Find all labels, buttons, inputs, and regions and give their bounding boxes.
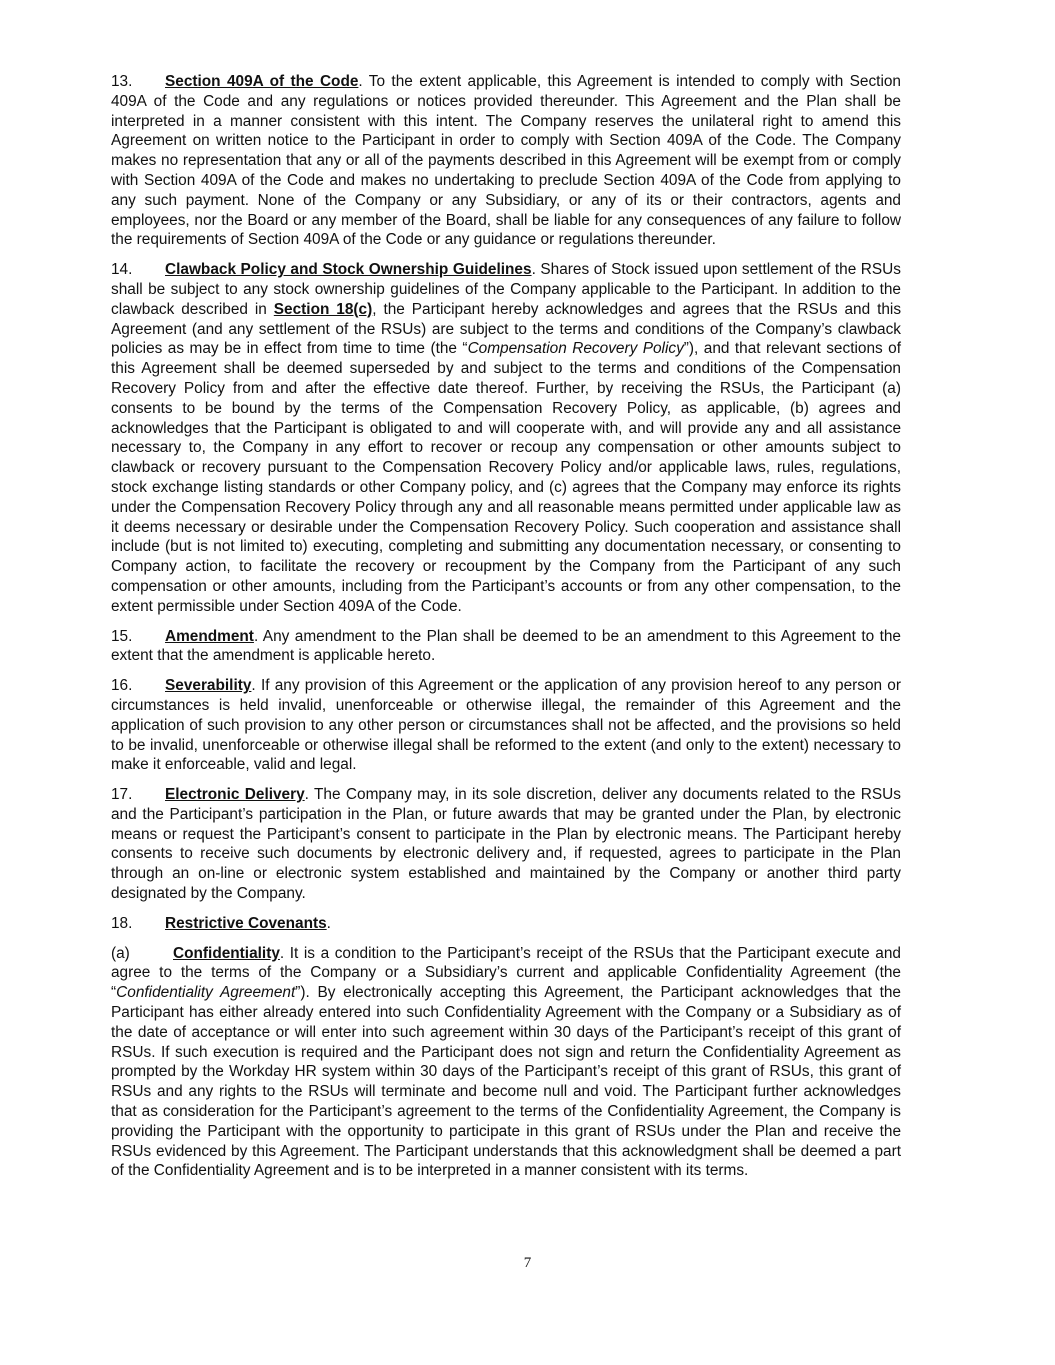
section-16 bbox=[111, 676, 901, 775]
section-15 bbox=[111, 627, 901, 667]
section-heading: Confidentiality bbox=[173, 944, 280, 962]
section-text: . If any provision of this Agreement or the application of any provision hereof to any person or circumstances is held invalid, unenforceable or otherwise illegal, the remainder of this Agreement and the application of such provision to any other person or circumstances shall not be affected, and the provisions so held to be invalid, unenforceable or otherwise illegal shall be reformed to the extent (and only to the extent) necessary to make it enforceable, valid and legal. bbox=[111, 677, 901, 774]
defined-term: Confidentiality Agreement bbox=[116, 984, 296, 1002]
section-heading: Clawback Policy and Stock Ownership Guidelines bbox=[165, 261, 532, 279]
section-17 bbox=[111, 785, 901, 904]
section-text: . Any amendment to the Plan shall be deemed to be an amendment to this Agreement to the extent that the amendment is applicable hereto. bbox=[111, 627, 901, 665]
section-number: 15. bbox=[111, 627, 133, 645]
section-heading: Electronic Delivery bbox=[165, 786, 305, 804]
section-text: . bbox=[326, 914, 331, 932]
section-text: . It is a condition to the Participant’s receipt of the RSUs that the Participant execute and agree to the terms of the Company or a Subsidiary’s current and applicable Confidentiality Agreement (the “ bbox=[111, 944, 901, 1002]
document-body bbox=[111, 72, 901, 1191]
section-14 bbox=[111, 260, 901, 616]
section-number: 17. bbox=[111, 786, 133, 804]
section-number: 18. bbox=[111, 914, 133, 932]
section-heading: Severability bbox=[165, 677, 252, 695]
section-text: . To the extent applicable, this Agreement is intended to comply with Section 409A of the Code and any regulations or notices provided thereunder. This Agreement and the Plan shall be interpreted in a manner consistent with this intent. The Company reserves the unilateral right to amend this Agreement on written notice to the Participant in order to comply with Section 409A of the Code. The Company makes no representation that any or all of the payments described in this Agreement will be exempt from or comply with Section 409A of the Code and makes no undertaking to preclude Section 409A of the Code from applying to any such payment. None of the Company or any Subsidiary, or any of its or their contractors, agents and employees, nor the Board or any member of the Board, shall be liable for any consequences of any failure to follow the requirements of Section 409A of the Code or any guidance or regulations thereunder. bbox=[111, 73, 901, 249]
section-number: 14. bbox=[111, 261, 133, 279]
page-number: 7 bbox=[523, 1255, 532, 1271]
section-text: ”). By electronically accepting this Agreement, the Participant acknowledges that the Participant has either already entered into such Confidentiality Agreement with the Company or a Subsidiary as of the date of acceptance or will enter into such agreement within 30 days of the Participant’s receipt of this grant of RSUs. If such execution is required and the Participant does not sign and return the Confidentiality Agreement as prompted by the Workday HR system within 30 days of the Participant’s receipt of this grant of RSUs, this grant of RSUs and any rights to the RSUs will terminate and become null and void. The Participant further acknowledges that as consideration for the Participant’s agreement to the terms of the Confidentiality Agreement, the Company is providing the Participant with the opportunity to participate in this grant of RSUs under the Plan and receive the RSUs evidenced by this Agreement. The Participant understands that this acknowledgment shall be deemed a part of the Confidentiality Agreement and is to be interpreted in a manner consistent with its terms. bbox=[111, 984, 901, 1180]
subsection-number: (a) bbox=[111, 944, 130, 962]
defined-term: Compensation Recovery Policy bbox=[467, 340, 684, 358]
section-heading: Restrictive Covenants bbox=[165, 914, 327, 932]
section-text: . The Company may, in its sole discretion, deliver any documents related to the RSUs and the Participant’s participation in the Plan, or future awards that may be granted under the Plan, by electronic means or request the Participant’s consent to participate in the Plan by electronic means. The Participant hereby consents to receive such documents by electronic delivery and, if requested, agrees to participate in the Plan through an on-line or electronic system established and maintained by the Company or another third party designated by the Company. bbox=[111, 786, 901, 903]
section-heading: Section 409A of the Code bbox=[165, 73, 359, 90]
section-text: . Shares of Stock issued upon settlement of the RSUs shall be subject to any stock ownership guidelines of the Company applicable to the Participant. In addition to the clawback described in bbox=[111, 261, 901, 318]
section-text: ”), and that relevant sections of this Agreement shall be deemed superseded by and subject to the terms and conditions of the Compensation Recovery Policy from and after the effective date thereof. Further, by receiving the RSUs, the Participant (a) consents to be bound by the terms of the Compensation Recovery Policy, as applicable, (b) agrees and acknowledges that the Participant is obligated to and will cooperate with, and will provide any and all assistance necessary to, the Company in any effort to recover or recoup any compensation or other amounts subject to clawback or recovery pursuant to the Compensation Recovery Policy and/or applicable laws, rules, regulations, stock exchange listing standards or other Company policy, and (c) agrees that the Company may enforce its rights under the Compensation Recovery Policy through any and all reasonable means permitted under applicable law as it deems necessary or desirable under the Compensation Recovery Policy. Such cooperation and assistance shall include (but is not limited to) executing, completing and submitting any documentation necessary, or consenting to Company action, to facilitate the recovery or recoupment by the Company from the Participant of any such compensation or other amounts, including from the Participant’s accounts or from any other compensation, to the extent permissible under Section 409A of the Code. bbox=[111, 340, 901, 615]
section-18a bbox=[111, 944, 901, 1182]
section-number: 13. bbox=[111, 73, 133, 90]
section-number: 16. bbox=[111, 677, 133, 695]
section-heading: Amendment bbox=[165, 627, 254, 645]
cross-reference: Section 18(c) bbox=[273, 300, 373, 318]
section-13 bbox=[111, 72, 901, 250]
section-18 bbox=[111, 914, 901, 934]
section-text: , the Participant hereby acknowledges and agrees that the RSUs and this Agreement (and any settlement of the RSUs) are subject to the terms and conditions of the Company’s clawback policies as may be in effect from time to time (the “ bbox=[111, 300, 902, 358]
